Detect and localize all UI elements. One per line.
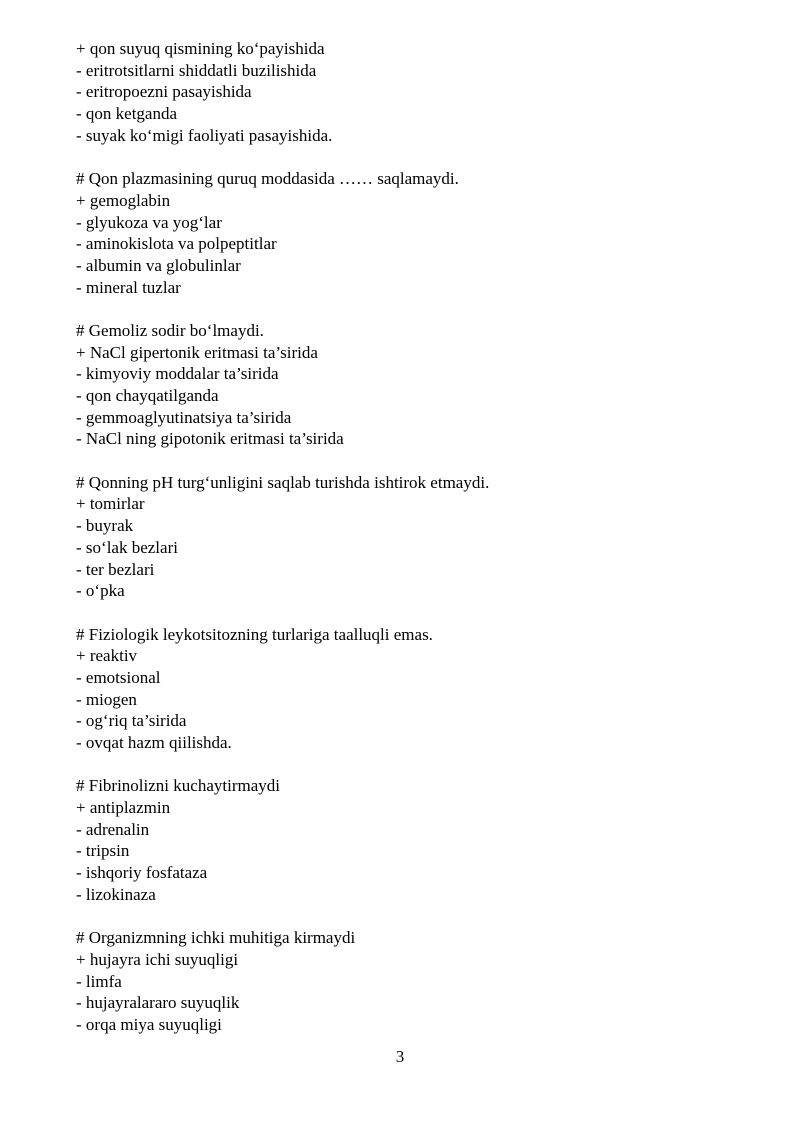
question-text: # Qon plazmasining quruq moddasida …… saqlamaydi. xyxy=(76,169,459,189)
answer-option: - orqa miya suyuqligi xyxy=(76,1014,222,1034)
question-text: # Fibrinolizni kuchaytirmaydi xyxy=(76,776,280,796)
block-spacer xyxy=(76,754,736,776)
question-text: # Gemoliz sodir bo‘lmaydi. xyxy=(76,320,264,340)
answer-option: - eritropoezni pasayishida xyxy=(76,82,252,102)
answer-option: - buyrak xyxy=(76,516,134,536)
answer-option: - mineral tuzlar xyxy=(76,277,181,297)
answer-option: - lizokinaza xyxy=(76,884,156,904)
quiz-content xyxy=(76,38,736,1036)
answer-option: - qon chayqatilganda xyxy=(76,386,219,405)
block-spacer xyxy=(76,906,736,928)
answer-option: + reaktiv xyxy=(76,646,138,666)
answer-option: - glyukoza va yog‘lar xyxy=(76,212,222,232)
answer-block xyxy=(76,38,736,146)
block-spacer xyxy=(76,602,736,624)
answer-option: + gemoglabin xyxy=(76,190,171,210)
answer-option: - ishqoriy fosfataza xyxy=(76,863,208,883)
answer-option: - limfa xyxy=(76,971,122,991)
answer-option: - ovqat hazm qiilishda. xyxy=(76,733,232,752)
question-text: # Fiziologik leykotsitozning turlariga taalluqli emas. xyxy=(76,624,433,644)
answer-option: + qon suyuq qismining ko‘payishida xyxy=(76,39,325,58)
question-block xyxy=(76,168,736,298)
answer-option: - qon ketganda xyxy=(76,104,178,124)
answer-option: - gemmoaglyutinatsiya ta’sirida xyxy=(76,407,292,427)
answer-option: + tomirlar xyxy=(76,494,145,514)
answer-option: - albumin va globulinlar xyxy=(76,255,241,275)
question-text: # Organizmning ichki muhitiga kirmaydi xyxy=(76,928,356,948)
question-block xyxy=(76,472,736,602)
block-spacer xyxy=(76,450,736,472)
answer-option: - o‘pka xyxy=(76,581,125,601)
answer-option: - so‘lak bezlari xyxy=(76,537,178,557)
answer-option: - kimyoviy moddalar ta’sirida xyxy=(76,364,279,384)
answer-option: - ter bezlari xyxy=(76,559,155,579)
block-spacer xyxy=(76,298,736,320)
answer-option: - hujayralararo suyuqlik xyxy=(76,993,240,1013)
answer-option: - tripsin xyxy=(76,841,130,861)
answer-option: + antiplazmin xyxy=(76,798,171,818)
answer-option: - adrenalin xyxy=(76,819,150,839)
question-block xyxy=(76,624,736,754)
answer-option: + NaCl gipertonik eritmasi ta’sirida xyxy=(76,342,318,362)
answer-option: - og‘riq ta’sirida xyxy=(76,711,187,731)
question-text: # Qonning pH turg‘unligini saqlab turishda ishtirok etmaydi. xyxy=(76,472,490,492)
question-block xyxy=(76,927,736,1035)
question-block xyxy=(76,320,736,450)
answer-option: - emotsional xyxy=(76,667,161,687)
answer-option: + hujayra ichi suyuqligi xyxy=(76,949,239,969)
answer-option: - aminokislota va polpeptitlar xyxy=(76,234,277,254)
question-block xyxy=(76,775,736,905)
answer-option: - eritrotsitlarni shiddatli buzilishida xyxy=(76,60,317,80)
block-spacer xyxy=(76,146,736,168)
answer-option: - NaCl ning gipotonik eritmasi ta’sirida xyxy=(76,429,344,449)
page-number: 3 xyxy=(395,1047,405,1066)
answer-option: - suyak ko‘migi faoliyati pasayishida. xyxy=(76,125,333,145)
answer-option: - miogen xyxy=(76,689,137,709)
